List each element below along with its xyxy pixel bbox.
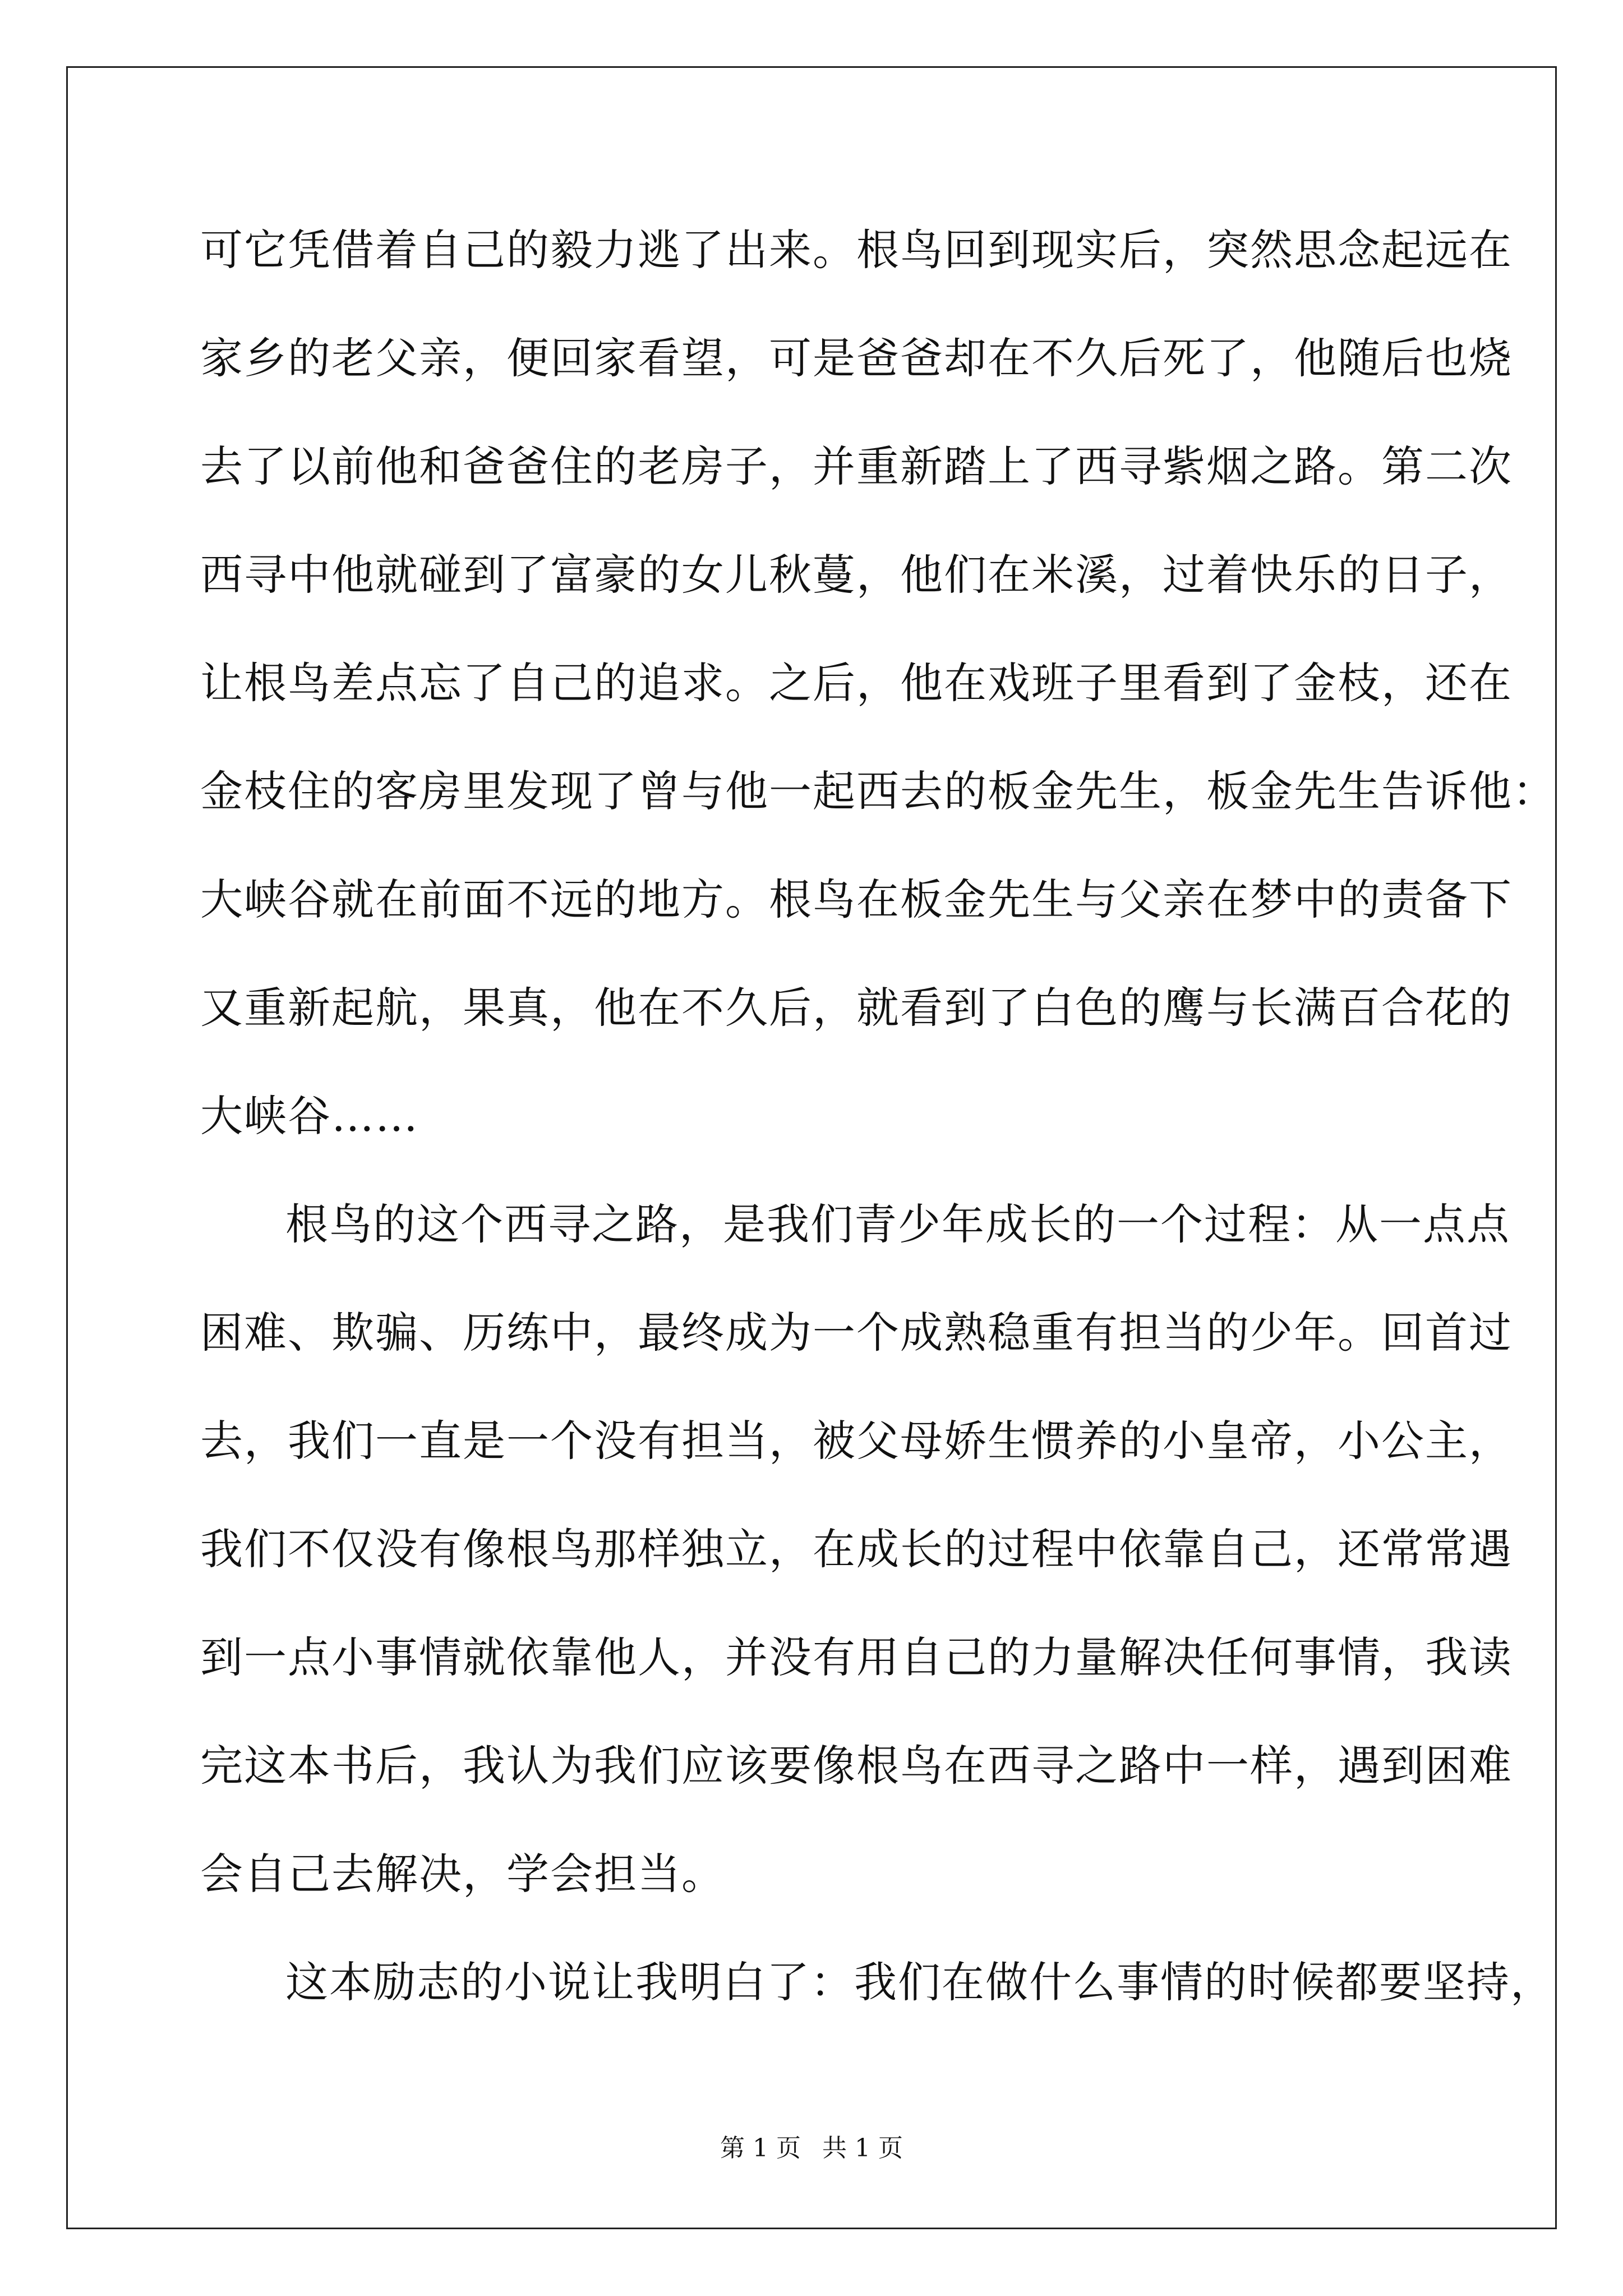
paragraph-start-line: 根鸟的这个西寻之路，是我们青少年成长的一个过程：从一点点: [285, 1199, 1510, 1249]
page-total: 共 1 页: [822, 2134, 903, 2162]
page-number: 第 1 页: [720, 2134, 801, 2162]
text-line: 大峡谷就在前面不远的地方。根鸟在板金先生与父亲在梦中的责备下: [200, 875, 1513, 924]
text-line: 大峡谷……: [200, 1091, 419, 1141]
text-line: 完这本书后，我认为我们应该要像根鸟在西寻之路中一样，遇到困难: [200, 1741, 1513, 1791]
text-line: 家乡的老父亲，便回家看望，可是爸爸却在不久后死了，他随后也烧: [200, 333, 1513, 383]
body-text: [200, 213, 1556, 2054]
text-line: 金枝住的客房里发现了曾与他一起西去的板金先生，板金先生告诉他：: [200, 766, 1556, 816]
text-line: 去，我们一直是一个没有担当，被父母娇生惯养的小皇帝，小公主，: [200, 1416, 1513, 1466]
text-line: 让根鸟差点忘了自己的追求。之后，他在戏班子里看到了金枝，还在: [200, 658, 1513, 708]
text-line: 西寻中他就碰到了富豪的女儿秋蔓，他们在米溪，过着快乐的日子，: [200, 550, 1513, 600]
text-line: 去了以前他和爸爸住的老房子，并重新踏上了西寻紫烟之路。第二次: [200, 441, 1513, 491]
text-line: 我们不仅没有像根鸟那样独立，在成长的过程中依靠自己，还常常遇: [200, 1524, 1513, 1574]
page-footer: [0, 2132, 1623, 2165]
text-line: 到一点小事情就依靠他人，并没有用自己的力量解决任何事情，我读: [200, 1632, 1513, 1682]
text-line: 困难、欺骗、历练中，最终成为一个成熟稳重有担当的少年。回首过: [200, 1308, 1513, 1358]
text-line: 可它凭借着自己的毅力逃了出来。根鸟回到现实后，突然思念起远在: [200, 225, 1513, 275]
paragraph-start-line: 这本励志的小说让我明白了：我们在做什么事情的时候都要坚持，: [285, 1957, 1554, 2007]
text-line: 又重新起航，果真，他在不久后，就看到了白色的鹰与长满百合花的: [200, 983, 1513, 1033]
text-line: 会自己去解决，学会担当。: [200, 1849, 725, 1899]
